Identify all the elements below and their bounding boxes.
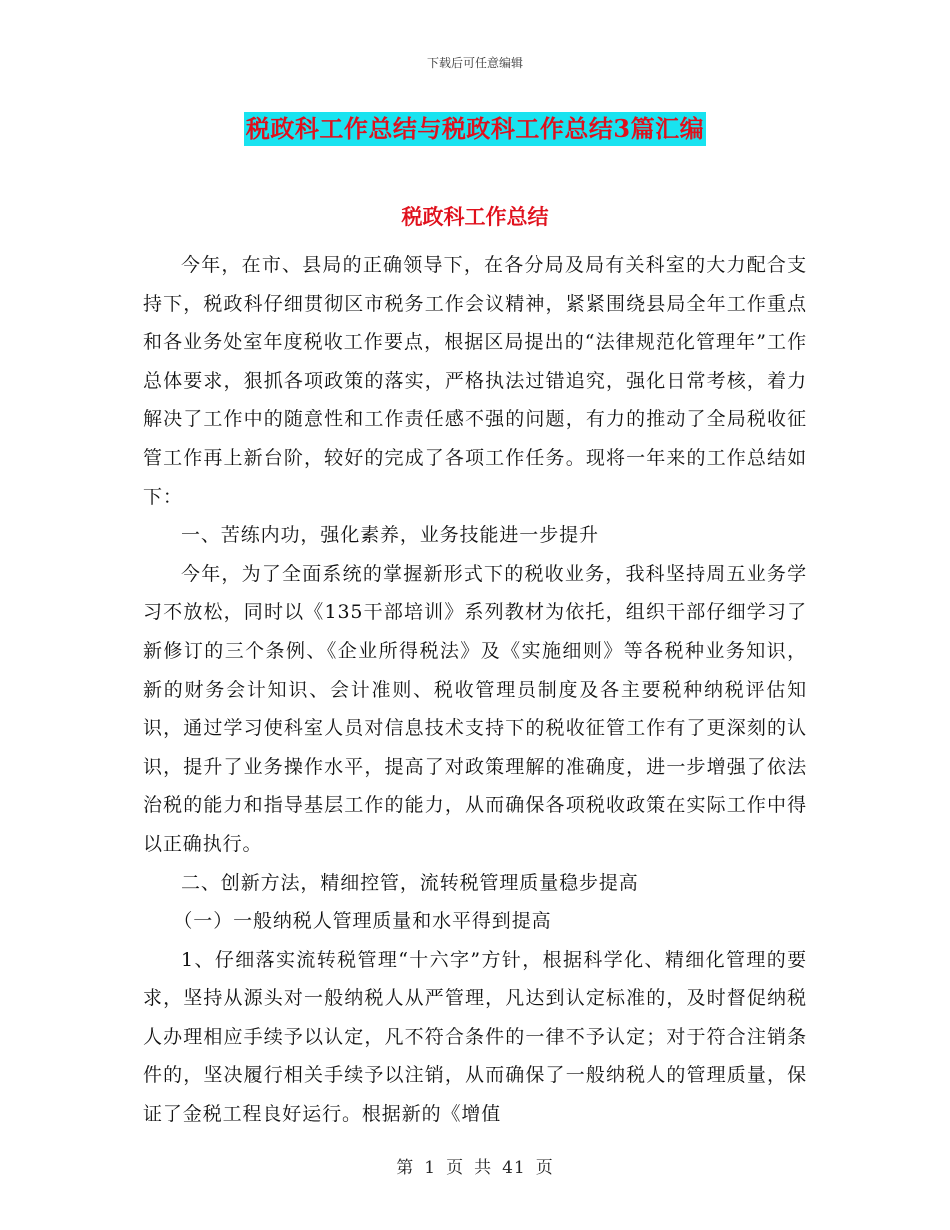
paragraph-intro: 今年，在市、县局的正确领导下，在各分局及局有关科室的大力配合支持下，税政科仔细贯彻区市税务工作会议精神，紧紧围绕县局全年工作重点和各业务处室年度税收工作要点，根据区局提出的“法律规范化管理年”工作总体要求，狠抓各项政策的落实，严格执法过错追究，强化日常考核，着力解决了工作中的随意性和工作责任感不强的问题，有力的推动了全局税收征管工作再上新台阶，较好的完成了各项工作任务。现将一年来的工作总结如下： — [143, 254, 807, 508]
paragraph-section-1: 今年，为了全面系统的掌握新形式下的税收业务，我科坚持周五业务学习不放松，同时以《135干部培训》系列教材为依托，组织干部仔细学习了新修订的三个条例、《企业所得税法》及《实施细则》等各税种业务知识，新的财务会计知识、会计准则、税收管理员制度及各主要税种纳税评估知识，通过学习使科室人员对信息技术支持下的税收征管工作有了更深刻的认识，提升了业务操作水平，提高了对政策理解的准确度，进一步增强了依法治税的能力和指导基层工作的能力，从而确保各项税收政策在实际工作中得以正确执行。 — [143, 562, 807, 855]
heading-section-2: 二、创新方法，精细控管，流转税管理质量稳步提高 — [181, 871, 639, 894]
page-footer — [0, 1153, 950, 1178]
footer-total-pages: 41 — [502, 1158, 526, 1178]
footer-suffix: 页 — [535, 1158, 554, 1178]
footer-page-label: 页 — [446, 1158, 465, 1178]
section-title: 税政科工作总结 — [401, 204, 549, 229]
footer-prefix: 第 — [396, 1158, 415, 1178]
main-title: 税政科工作总结与税政科工作总结3篇汇编 — [244, 112, 706, 146]
heading-section-1: 一、苦练内功，强化素养，业务技能进一步提升 — [181, 524, 599, 547]
footer-page-number: 1 — [424, 1158, 437, 1178]
body-text — [143, 246, 807, 1134]
main-title-wrapper — [0, 112, 950, 146]
footer-total-label: 共 — [474, 1158, 493, 1178]
header-note: 下载后可任意编辑 — [426, 56, 523, 70]
heading-subsection-1: （一）一般纳税人管理质量和水平得到提高 — [173, 910, 552, 933]
paragraph-item-1: 1、仔细落实流转税管理“十六字”方针，根据科学化、精细化管理的要求，坚持从源头对一般纳税人从严管理，凡达到认定标准的，及时督促纳税人办理相应手续予以认定，凡不符合条件的一律不予认定；对于符合注销条件的，坚决履行相关手续予以注销，从而确保了一般纳税人的管理质量，保证了金税工程良好运行。根据新的《增值 — [143, 948, 807, 1126]
